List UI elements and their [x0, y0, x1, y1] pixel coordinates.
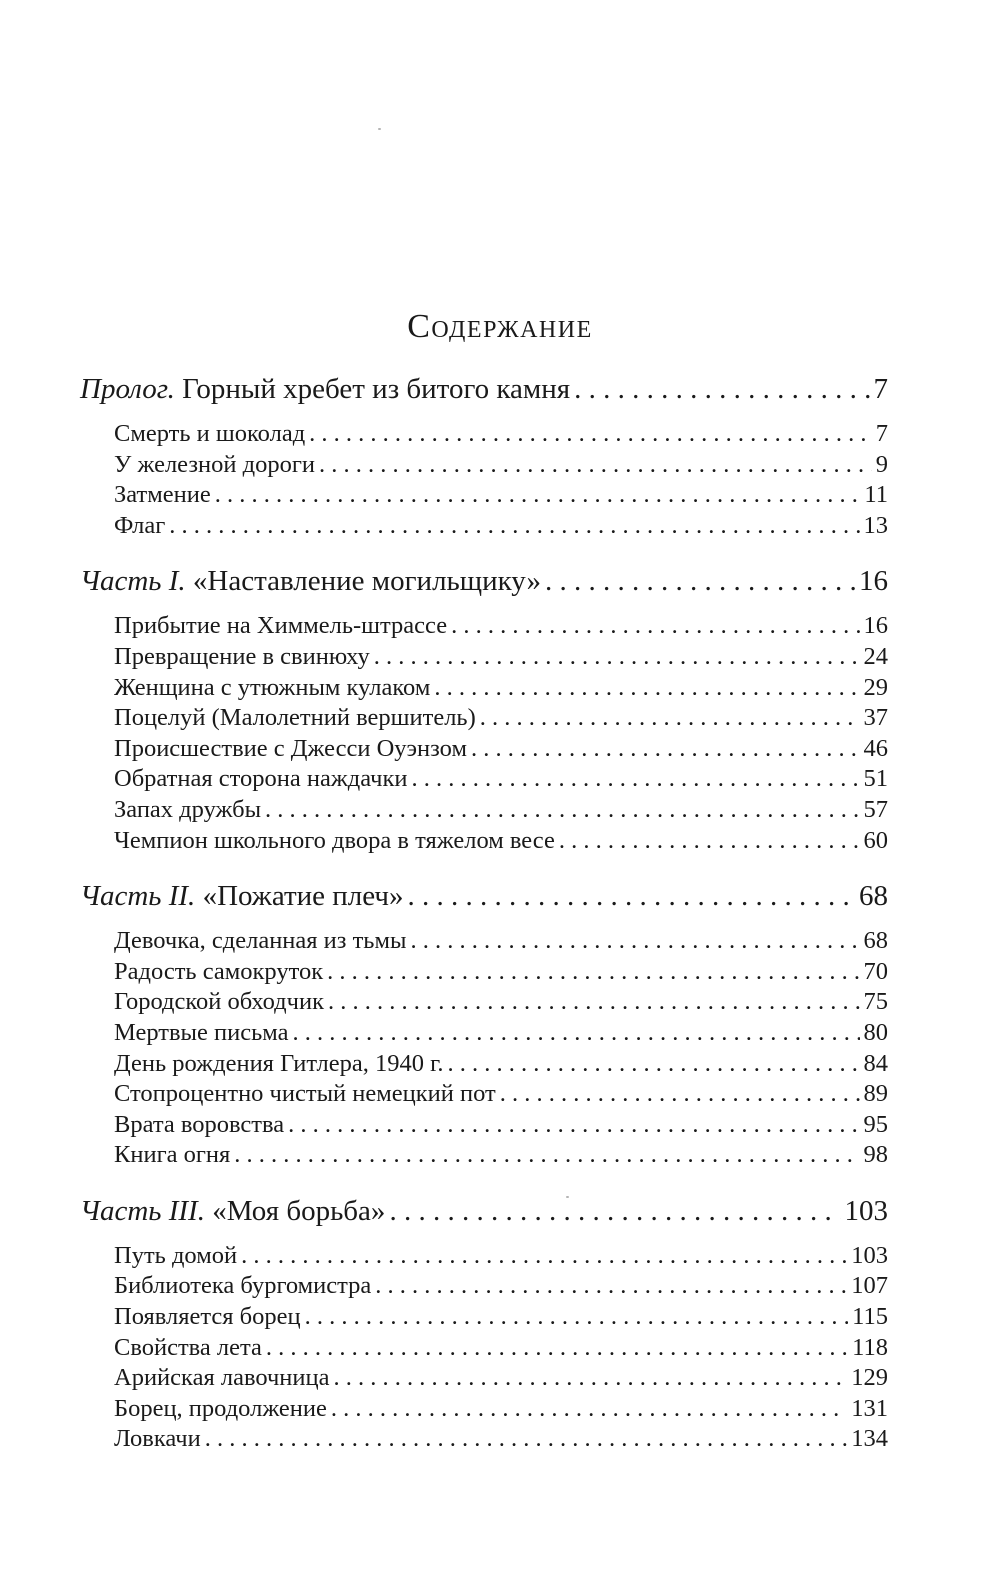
chapter-list [114, 419, 888, 541]
toc-chapter-entry[interactable] [114, 1271, 888, 1302]
part-label [80, 1188, 385, 1234]
chapter-page-number: 11 [864, 481, 888, 509]
toc-chapter-entry[interactable] [114, 673, 888, 704]
toc-chapter-entry[interactable] [114, 480, 888, 511]
chapter-title: У железной дороги [114, 450, 316, 478]
chapter-title: Прибытие на Химмель-штрассе [114, 612, 448, 640]
toc-part [80, 558, 888, 856]
chapter-page-number: 89 [863, 1080, 888, 1108]
chapter-title: Путь домой [114, 1241, 238, 1269]
chapter-title: Смерть и шоколад [114, 420, 306, 447]
dot-leader [411, 764, 859, 795]
dot-leader [292, 1018, 859, 1049]
toc-chapter-entry[interactable] [114, 1241, 888, 1272]
toc-chapter-entry[interactable] [114, 450, 888, 481]
dot-leader [545, 558, 855, 604]
chapter-page-number: 24 [863, 642, 888, 670]
dot-leader [374, 642, 860, 673]
toc-chapter-entry[interactable] [114, 1302, 888, 1333]
chapter-page-number: 98 [863, 1141, 888, 1169]
chapter-page-number: 118 [852, 1333, 888, 1361]
part-label [80, 558, 541, 604]
dot-leader [471, 734, 860, 765]
dot-leader [234, 1140, 859, 1171]
toc-part-entry[interactable] [80, 1188, 888, 1234]
dot-leader [407, 873, 855, 919]
dot-leader [169, 511, 859, 542]
chapter-page-number: 107 [851, 1272, 888, 1300]
paper-speck [378, 128, 381, 130]
chapter-title: Арийская лавочница [114, 1364, 330, 1392]
toc-chapter-entry[interactable] [114, 1394, 888, 1425]
dot-leader [375, 1271, 847, 1302]
chapter-page-number: 7 [875, 420, 888, 447]
page-title: Содержание [407, 308, 593, 345]
dot-leader [410, 926, 859, 957]
chapter-list [114, 926, 888, 1171]
chapter-page-number: 115 [852, 1303, 888, 1331]
chapter-title: Затмение [114, 481, 211, 509]
toc-part-entry[interactable] [80, 873, 888, 919]
toc-part [80, 873, 888, 1171]
part-title: «Наставление могильщику» [192, 565, 542, 598]
dot-leader [327, 957, 859, 988]
dot-leader [309, 419, 872, 450]
toc-chapter-entry[interactable] [114, 1079, 888, 1110]
dot-leader [434, 673, 859, 704]
part-prefix: Пролог. [80, 373, 175, 405]
toc-chapter-entry[interactable] [114, 764, 888, 795]
chapter-page-number: 60 [863, 826, 888, 854]
chapter-title: Книга огня [114, 1141, 231, 1169]
chapter-title: Превращение в свинюху [114, 642, 370, 670]
toc-chapter-entry[interactable] [114, 1363, 888, 1394]
toc-chapter-entry[interactable] [114, 1110, 888, 1141]
chapter-page-number: 134 [851, 1425, 888, 1453]
chapter-title: Мертвые письма [114, 1018, 289, 1046]
chapter-title: Городской обходчик [114, 988, 324, 1016]
toc-part [80, 366, 888, 541]
part-page-number: 7 [873, 373, 888, 405]
chapter-title: Чемпион школьного двора в тяжелом весе [114, 826, 555, 854]
toc-part-entry[interactable] [80, 558, 888, 604]
chapter-page-number: 75 [863, 988, 888, 1016]
chapter-title: Флаг [114, 511, 166, 539]
chapter-title: Обратная сторона наждачки [114, 765, 408, 793]
toc-chapter-entry[interactable] [114, 1018, 888, 1049]
toc-chapter-entry[interactable] [114, 957, 888, 988]
dot-leader [500, 1079, 860, 1110]
dot-leader [389, 1188, 840, 1234]
dot-leader [451, 611, 859, 642]
chapter-title: День рождения Гитлера, 1940 г. [114, 1049, 444, 1077]
part-prefix: Часть III. [80, 1194, 205, 1227]
dot-leader [559, 826, 860, 857]
chapter-title: Запах дружбы [114, 795, 262, 823]
chapter-title: Появляется борец [114, 1303, 301, 1331]
chapter-title: Стопроцентно чистый немецкий пот [114, 1080, 496, 1108]
chapter-title: Врата воровства [114, 1110, 285, 1138]
chapter-page-number: 131 [851, 1394, 888, 1422]
chapter-page-number: 57 [863, 795, 888, 823]
dot-leader [215, 480, 861, 511]
chapter-page-number: 80 [863, 1018, 888, 1046]
chapter-title: Девочка, сделанная из тьмы [114, 927, 407, 955]
chapter-title: Поцелуй (Малолетний вершитель) [114, 704, 476, 732]
chapter-page-number: 103 [851, 1241, 888, 1269]
dot-leader [266, 1333, 848, 1364]
dot-leader [265, 795, 859, 826]
chapter-title: Ловкачи [114, 1425, 201, 1453]
toc-chapter-entry[interactable] [114, 1049, 888, 1080]
dot-leader [334, 1363, 848, 1394]
dot-leader [305, 1302, 849, 1333]
toc-chapter-entry[interactable] [114, 987, 888, 1018]
chapter-list [114, 611, 888, 856]
toc-chapter-entry[interactable] [114, 611, 888, 642]
dot-leader [331, 1394, 847, 1425]
dot-leader [288, 1110, 859, 1141]
part-page-number: 16 [859, 565, 888, 598]
chapter-page-number: 13 [863, 511, 888, 539]
chapter-page-number: 129 [851, 1364, 888, 1392]
chapter-title: Борец, продолжение [114, 1394, 327, 1422]
toc-chapter-entry[interactable] [114, 926, 888, 957]
chapter-page-number: 51 [863, 765, 888, 793]
chapter-page-number: 37 [863, 704, 888, 732]
toc-chapter-entry[interactable] [114, 1140, 888, 1171]
toc-chapter-entry[interactable] [114, 1333, 888, 1364]
table-of-contents [80, 366, 888, 1472]
chapter-page-number: 70 [863, 957, 888, 985]
dot-leader [448, 1049, 860, 1080]
toc-chapter-entry[interactable] [114, 734, 888, 765]
part-label [80, 873, 403, 919]
dot-leader [241, 1241, 847, 1272]
toc-chapter-entry[interactable] [114, 826, 888, 857]
chapter-page-number: 16 [863, 612, 888, 640]
toc-chapter-entry[interactable] [114, 1424, 888, 1455]
dot-leader [328, 987, 860, 1018]
part-title: Горный хребет из битого камня [182, 373, 571, 405]
part-prefix: Часть I. [80, 565, 186, 598]
chapter-page-number: 9 [875, 450, 888, 478]
dot-leader [574, 366, 869, 412]
dot-leader [319, 450, 872, 481]
part-page-number: 68 [859, 880, 888, 913]
toc-chapter-entry[interactable] [114, 419, 888, 450]
part-prefix: Часть II. [80, 880, 196, 913]
chapter-page-number: 68 [863, 927, 888, 955]
dot-leader [205, 1424, 848, 1455]
chapter-page-number: 29 [863, 673, 888, 701]
chapter-page-number: 95 [863, 1110, 888, 1138]
dot-leader [480, 703, 860, 734]
toc-chapter-entry[interactable] [114, 511, 888, 542]
part-title: «Моя борьба» [212, 1194, 386, 1227]
toc-part-entry[interactable] [80, 366, 888, 412]
toc-chapter-entry[interactable] [114, 703, 888, 734]
chapter-title: Происшествие с Джесси Оуэнзом [114, 734, 467, 762]
chapter-list [114, 1241, 888, 1455]
chapter-title: Женщина с утюжным кулаком [114, 673, 431, 701]
toc-chapter-entry[interactable] [114, 642, 888, 673]
toc-part [80, 1188, 888, 1455]
chapter-page-number: 46 [863, 734, 888, 762]
part-title: «Пожатие плеч» [202, 880, 404, 913]
part-label [80, 366, 570, 412]
toc-chapter-entry[interactable] [114, 795, 888, 826]
chapter-title: Библиотека бургомистра [114, 1272, 372, 1300]
chapter-title: Свойства лета [114, 1333, 262, 1361]
chapter-title: Радость самокруток [114, 957, 324, 985]
part-page-number: 103 [844, 1194, 888, 1227]
chapter-page-number: 84 [863, 1049, 888, 1077]
